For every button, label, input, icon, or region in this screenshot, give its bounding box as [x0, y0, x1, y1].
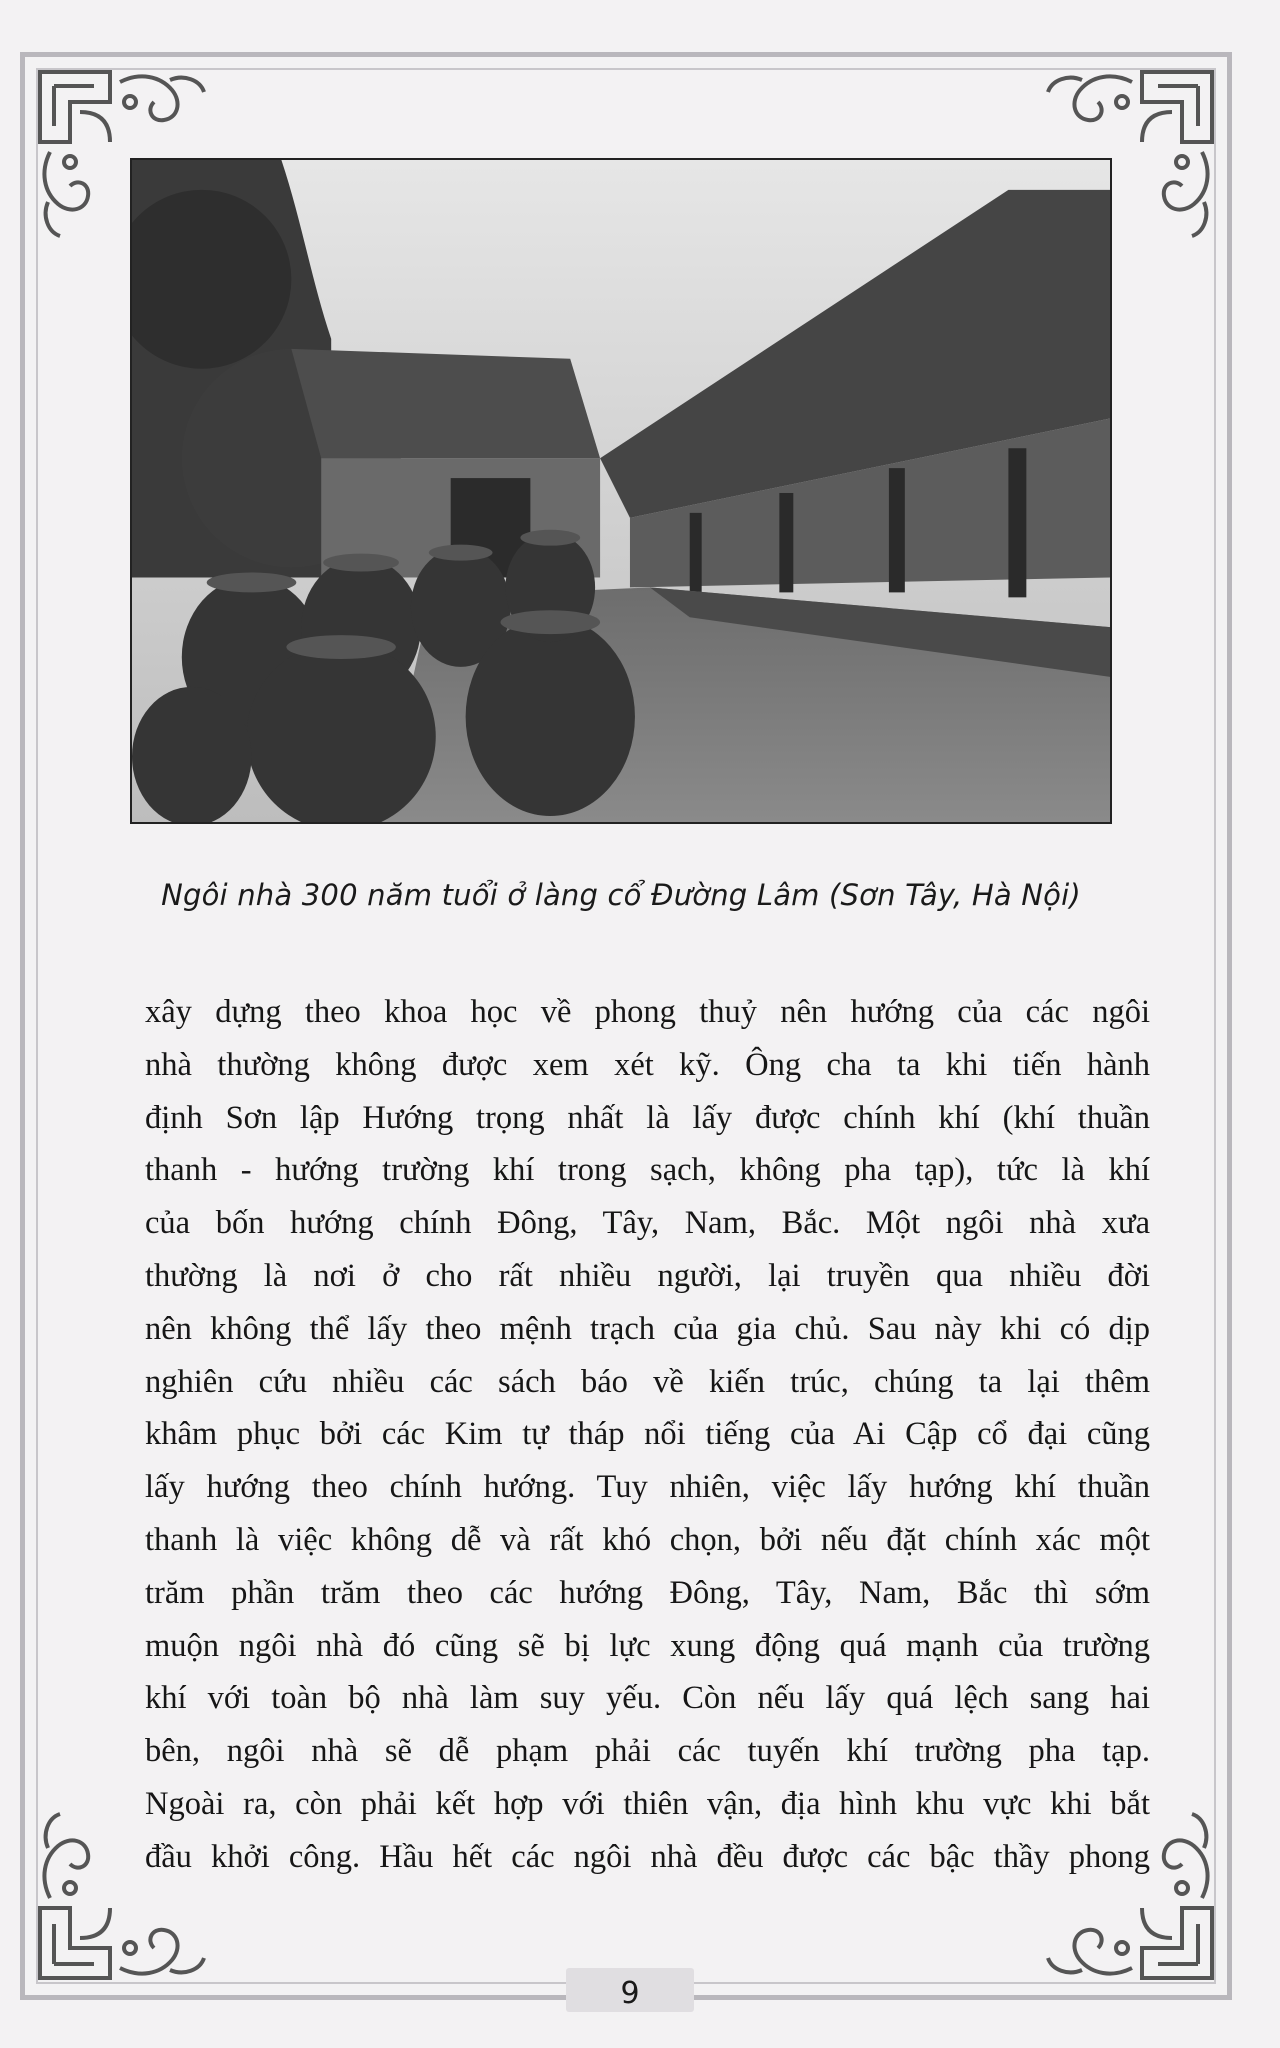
text-line: nên không thể lấy theo mệnh trạch của gia chủ. Sau này khi có dịp: [145, 1310, 1150, 1347]
text-line: khí với toàn bộ nhà làm suy yếu. Còn nếu lấy quá lệch sang hai: [145, 1680, 1150, 1717]
text-line: nhà thường không được xem xét kỹ. Ông cha ta khi tiến hành: [145, 1046, 1150, 1083]
text-line: khâm phục bởi các Kim tự tháp nổi tiếng của Ai Cập cổ đại cũng: [145, 1416, 1150, 1453]
text-line: lấy hướng theo chính hướng. Tuy nhiên, việc lấy hướng khí thuần: [145, 1469, 1150, 1506]
text-line: đầu khởi công. Hầu hết các ngôi nhà đều được các bậc thầy phong: [145, 1838, 1150, 1875]
text-line: Ngoài ra, còn phải kết hợp với thiên vận, địa hình khu vực khi bắt: [145, 1785, 1150, 1822]
body-paragraph: [145, 986, 1150, 1884]
text-line: thanh - hướng trường khí trong sạch, không pha tạp), tức là khí: [145, 1152, 1150, 1189]
text-line: xây dựng theo khoa học về phong thuỷ nên hướng của các ngôi: [145, 994, 1150, 1030]
page-number: 9: [620, 1976, 640, 2011]
text-line: định Sơn lập Hướng trọng nhất là lấy được chính khí (khí thuần: [145, 1099, 1150, 1136]
text-line: bên, ngôi nhà sẽ dễ phạm phải các tuyến khí trường pha tạp.: [145, 1733, 1150, 1770]
text-line: nghiên cứu nhiều các sách báo về kiến trúc, chúng ta lại thêm: [145, 1363, 1150, 1400]
text-line: trăm phần trăm theo các hướng Đông, Tây, Nam, Bắc thì sớm: [145, 1574, 1150, 1611]
text-line: muộn ngôi nhà đó cũng sẽ bị lực xung động quá mạnh của trường: [145, 1627, 1150, 1664]
text-line: thường là nơi ở cho rất nhiều người, lại truyền qua nhiều đời: [145, 1257, 1150, 1294]
text-line: của bốn hướng chính Đông, Tây, Nam, Bắc. Một ngôi nhà xưa: [145, 1205, 1150, 1242]
photo-caption: Ngôi nhà 300 năm tuổi ở làng cổ Đường Lâm (Sơn Tây, Hà Nội): [161, 878, 1081, 912]
text-line: thanh là việc không dễ và rất khó chọn, bởi nếu đặt chính xác một: [145, 1521, 1150, 1558]
house-photo: [130, 158, 1112, 824]
